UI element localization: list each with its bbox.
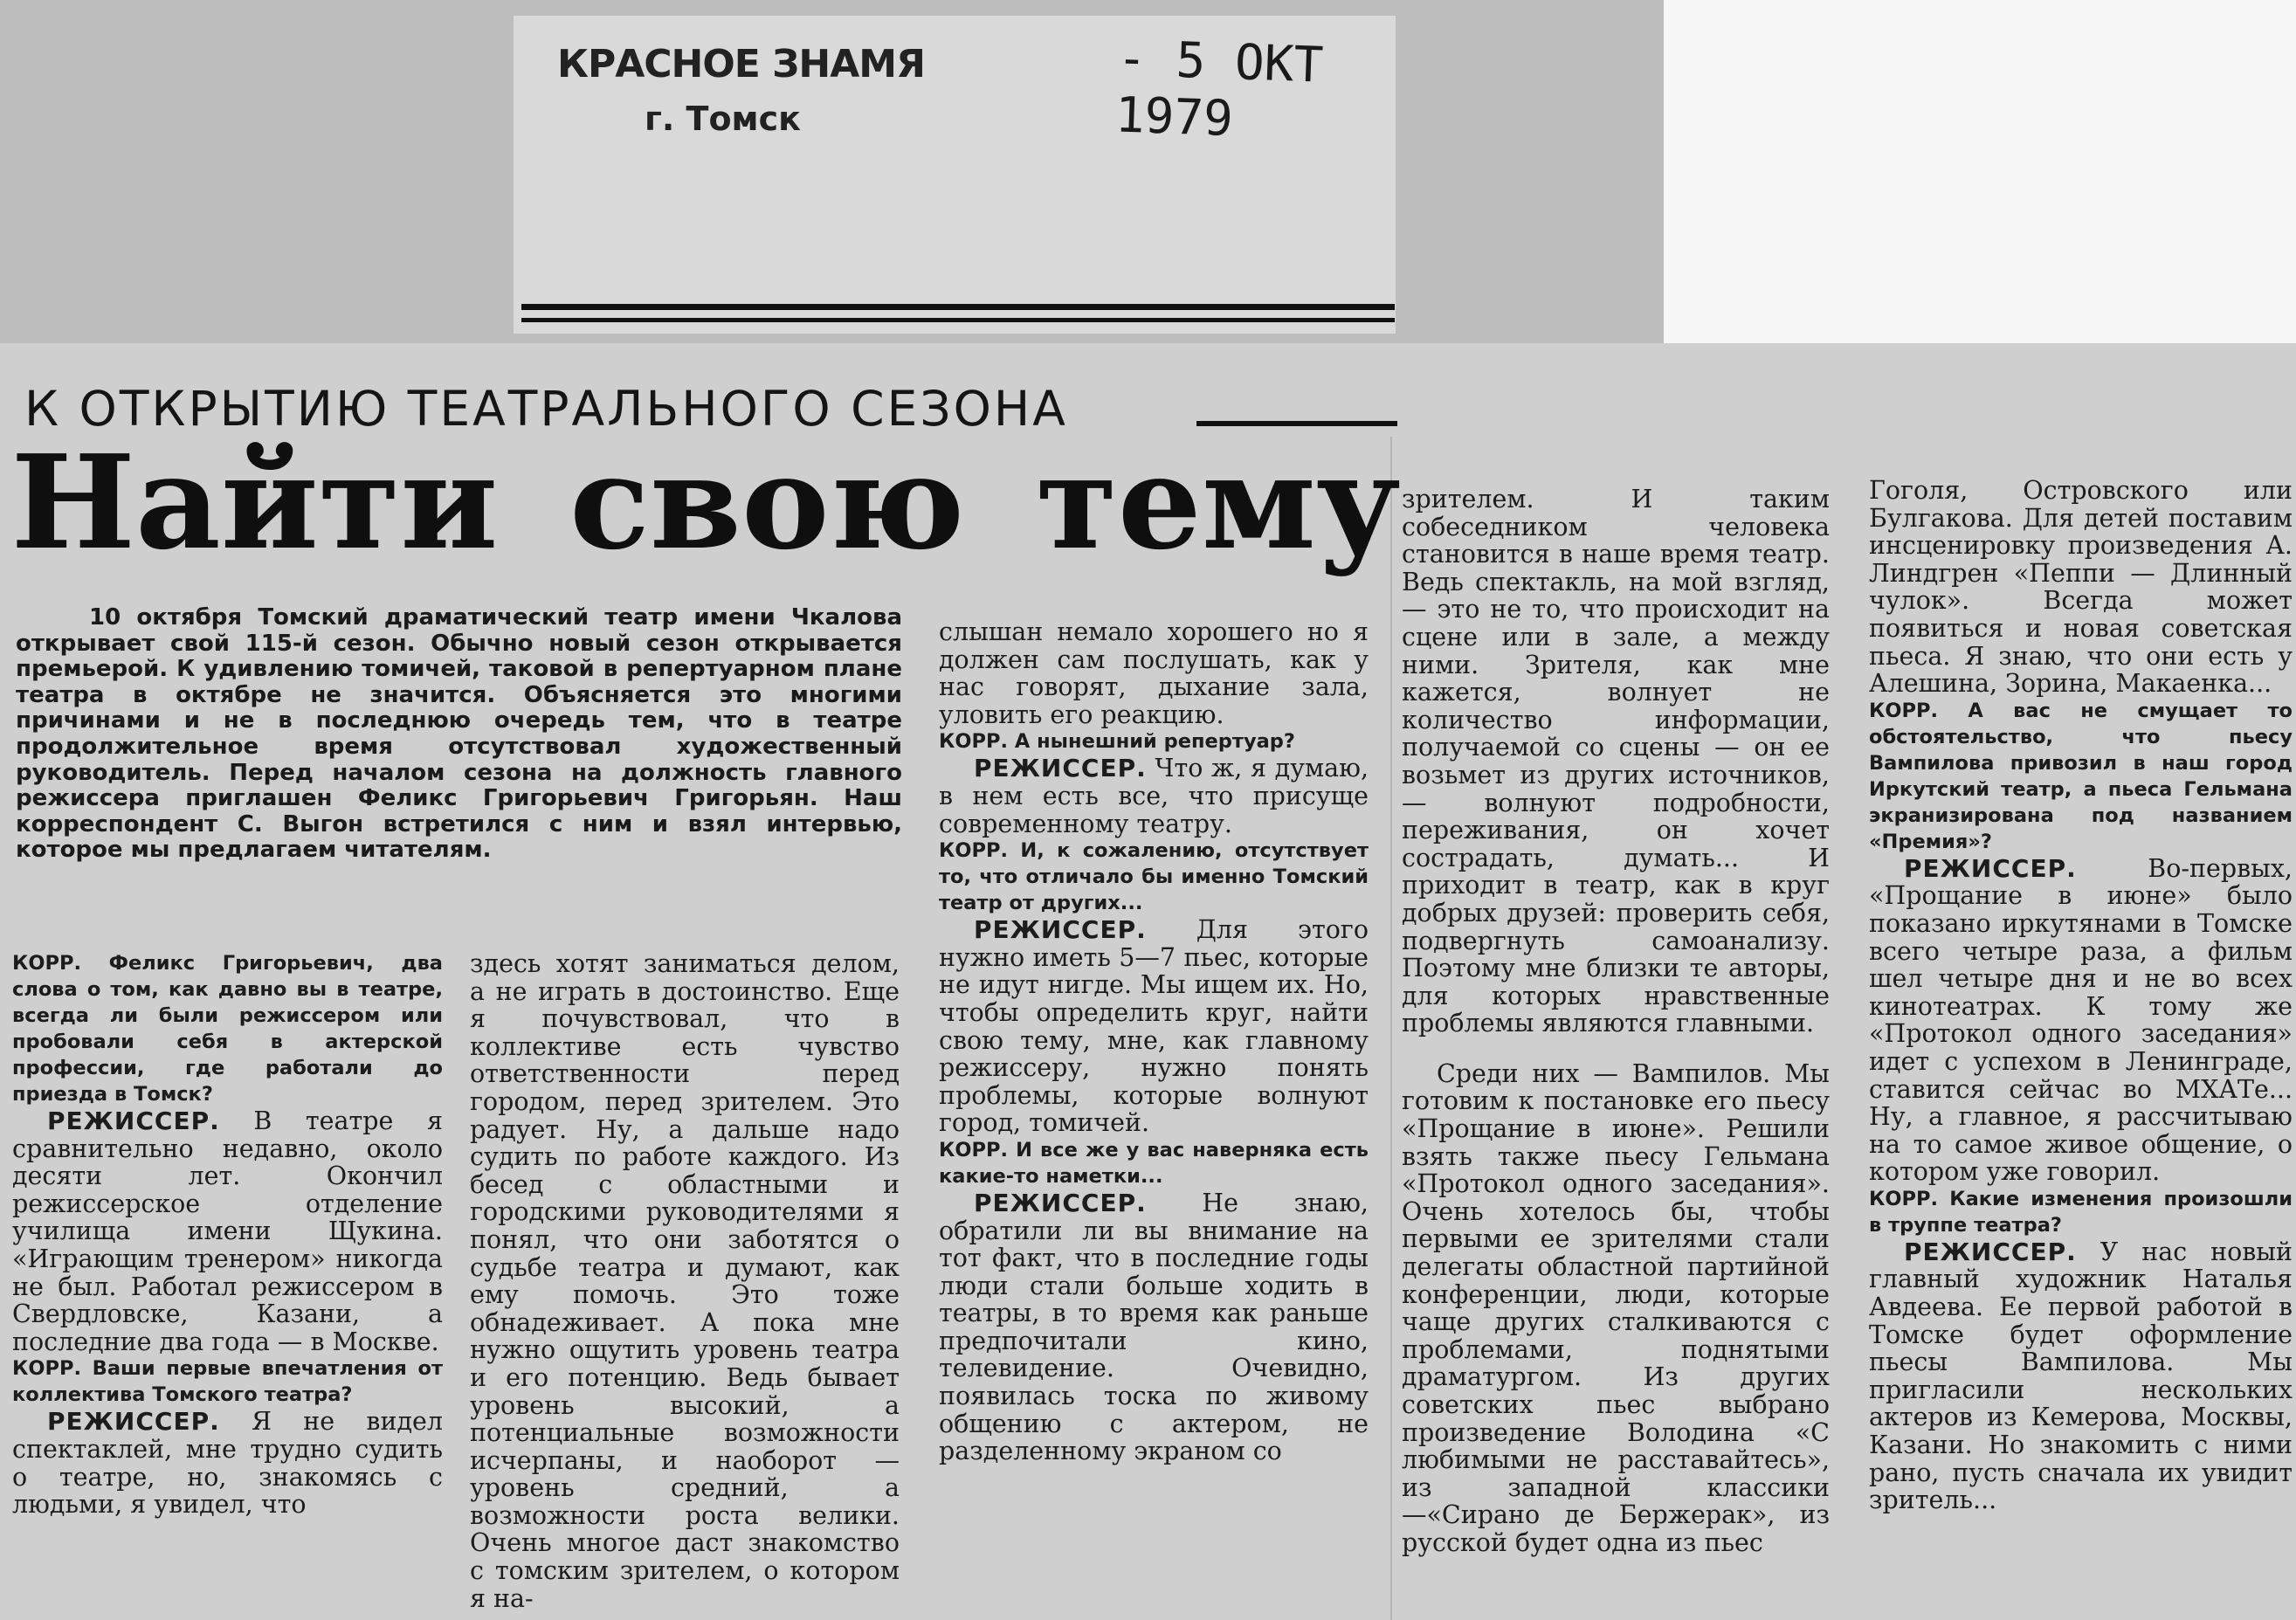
speaker-tag: РЕЖИССЕР. bbox=[1904, 1237, 2077, 1266]
speaker-tag: РЕЖИССЕР. bbox=[47, 1106, 220, 1135]
answer-text: Что ж, я думаю, в нем есть все, что присуще современному театру. bbox=[939, 754, 1369, 838]
body-text: Гоголя, Островского или Булгакова. Для детей поставим инсценировку произведения А. Линдгрен «Пеппи — Длинный чулок». Всегда может появиться и новая советская пьеса. Я знаю, что они есть у Алешина, Зорина, Макаенка... bbox=[1869, 476, 2293, 699]
speaker-tag: РЕЖИССЕР. bbox=[974, 754, 1147, 783]
question: КОРР. Какие изменения произошли в труппе театра? bbox=[1869, 1187, 2293, 1237]
answer-text: В театре я сравнительно недавно, около десяти лет. Окончил режиссерское отделение училища имени Щукина. «Играющим тренером» никогда не был. Работал режиссером в Свердловске, Казани, а последние два года — в Москве. bbox=[12, 1106, 443, 1356]
question: КОРР. А нынешний репертуар? bbox=[939, 730, 1295, 754]
headline-word: Найти bbox=[10, 426, 499, 578]
lead-paragraph: 10 октября Томский драматический театр имени Чкалова открывает свой 115-й сезон. Обычно новый сезон открывается премьерой. К удивлению томичей, таковой в репертуарном плане театра в октябре не значится. Объясняется это многими причинами и не в последнюю очередь тем, что в театре продолжительное время отсутствовал художественный руководитель. Перед началом сезона на должность главного режиссера приглашен Феликс Григорьевич Григорьян. Наш корреспондент С. Выгон встретился с ним и взял интервью, которое мы предлагаем читателям. bbox=[16, 604, 902, 864]
speaker-tag: РЕЖИССЕР. bbox=[47, 1407, 220, 1437]
newspaper-name: КРАСНОЕ ЗНАМЯ bbox=[557, 42, 925, 86]
article-column-5 bbox=[1869, 477, 2293, 1514]
answer bbox=[939, 916, 1369, 1137]
answer bbox=[1869, 1238, 2293, 1514]
body-text: зрителем. И таким собеседником человека становится в наше время театр. Ведь спектакль, на мой взгляд, — это не то, что происходит на сцене или в зале, а между ними. Зрителя, как мне кажется, волнует не количество информации, получаемой со сцены — он ее возьмет из других источников, — волнуют подробности, переживания, он хочет сострадать, думать... И приходит в театр, как в круг добрых друзей: проверить себя, подвергнуть самоанализу. Поэтому мне близки те авторы, для которых нравственные проблемы являются главными. bbox=[1402, 485, 1830, 1038]
headline-word: тему bbox=[1036, 426, 1401, 578]
headline-word: свою bbox=[569, 426, 965, 578]
rubric: К ОТКРЫТИЮ ТЕАТРАЛЬНОГО СЕЗОНА bbox=[24, 381, 1068, 437]
answer-text: Во-первых, «Прощание в июне» было показано иркутянами в Томске всего четыре раза, а фильм шел четыре дня и не во всех кинотеатрах. К тому же «Протокол одного заседания» идет с успехом в Ленинграде, ставится сейчас во МХАТе... Ну, а главное, я рассчитываю на то самое живое общение, о котором уже говорил. bbox=[1869, 853, 2293, 1187]
answer bbox=[939, 755, 1369, 838]
body-text: здесь хотят заниматься делом, а не играть в достоинство. Еще я почувствовал, что в коллективе есть чувство ответственности перед городом, перед зрителем. Это радует. Ну, а дальше надо судить по работе каждого. Из бесед с областными и городскими руководителями я понял, что они заботятся о судьбе театра и думают, как ему помочь. Это тоже обнадеживает. А пока мне нужно ощутить уровень театра и его потенцию. Ведь бывает уровень высокий, а потенциальные возможности исчерпаны, и наоборот — уровень средний, а возможности роста велики. Очень многое даст знакомство с томским зрителем, о котором я на- bbox=[470, 949, 900, 1613]
answer bbox=[1869, 855, 2293, 1186]
question: КОРР. А вас не смущает то обстоятельство, что пьесу Вампилова привозил в наш город Иркутский театр, а пьеса Гельмана экранизирована под названием «Премия»? bbox=[1869, 699, 2293, 853]
question: КОРР. И, к сожалению, отсутствует то, что отличало бы именно Томский театр от других... bbox=[939, 839, 1369, 915]
answer bbox=[939, 1189, 1369, 1465]
answer-text: Для этого нужно иметь 5—7 пьес, которые не идут нигде. Мы ищем их. Но, чтобы определить круг, найти свою тему, мне, как главному режиссеру, нужно понять проблемы, которые волнуют город, томичей. bbox=[939, 915, 1369, 1138]
answer-text: Я не видел спектаклей, мне трудно судить о театре, но, знакомясь с людьми, я увидел, что bbox=[12, 1407, 443, 1520]
question: КОРР. И все же у вас наверняка есть какие-то наметки... bbox=[939, 1138, 1369, 1188]
answer-text: Не знаю, обратили ли вы внимание на тот факт, что в последние годы люди стали больше ходить в театры, в то время как раньше предпочитали кино, телевидение. Очевидно, появилась тоска по живому общению с актером, не разделенному экраном со bbox=[939, 1188, 1369, 1466]
newspaper-city: г. Томск bbox=[645, 100, 801, 138]
article-column-3 bbox=[939, 618, 1369, 1465]
body-text: слышан немало хорошего но я должен сам послушать, как у нас говорят, дыхание зала, уловить его реакцию. bbox=[939, 617, 1369, 729]
article-column-4 bbox=[1402, 486, 1830, 1557]
fold-line bbox=[1390, 437, 1392, 1620]
answer bbox=[12, 1107, 443, 1355]
question: КОРР. Ваши первые впечатления от коллектива Томского театра? bbox=[12, 1357, 443, 1407]
article-column-2 bbox=[470, 950, 900, 1612]
speaker-tag: РЕЖИССЕР. bbox=[974, 915, 1147, 945]
divider-rule bbox=[521, 304, 1395, 310]
speaker-tag: РЕЖИССЕР. bbox=[1904, 853, 2077, 883]
body-text: Среди них — Вампилов. Мы готовим к постановке его пьесу «Прощание в июне». Решили взять также пьесу Гельмана «Протокол одного заседания». Очень хотелось бы, чтобы первыми ее зрителями стали делегаты областной партийной конференции, люди, которые чаще других сталкиваются с проблемами, поднятыми драматургом. Из других советских пьес выбрано произведение Володина «С любимыми не расставайтесь», из западной классики—«Сирано де Бержерак», из русской будет одна из пьес bbox=[1402, 1058, 1830, 1557]
date-stamp: - 5 ОКТ 1979 bbox=[1114, 30, 1325, 148]
masthead-clipping bbox=[514, 16, 1396, 334]
speaker-tag: РЕЖИССЕР. bbox=[974, 1188, 1147, 1217]
article-column-1 bbox=[12, 950, 443, 1519]
divider-rule bbox=[521, 318, 1395, 322]
headline bbox=[10, 426, 1401, 578]
question: КОРР. Феликс Григорьевич, два слова о том, как давно вы в театре, всегда ли были режиссером или пробовали себя в актерской профессии, где работали до приезда в Томск? bbox=[12, 952, 443, 1106]
answer bbox=[12, 1408, 443, 1518]
answer-text: У нас новый главный художник Наталья Авдеева. Ее первой работой в Томске будет оформление пьесы Вампилова. Мы пригласили нескольких актеров из Кемерова, Москвы, Казани. Но знакомить с ними рано, пусть сначала их увидит зритель... bbox=[1869, 1237, 2293, 1515]
